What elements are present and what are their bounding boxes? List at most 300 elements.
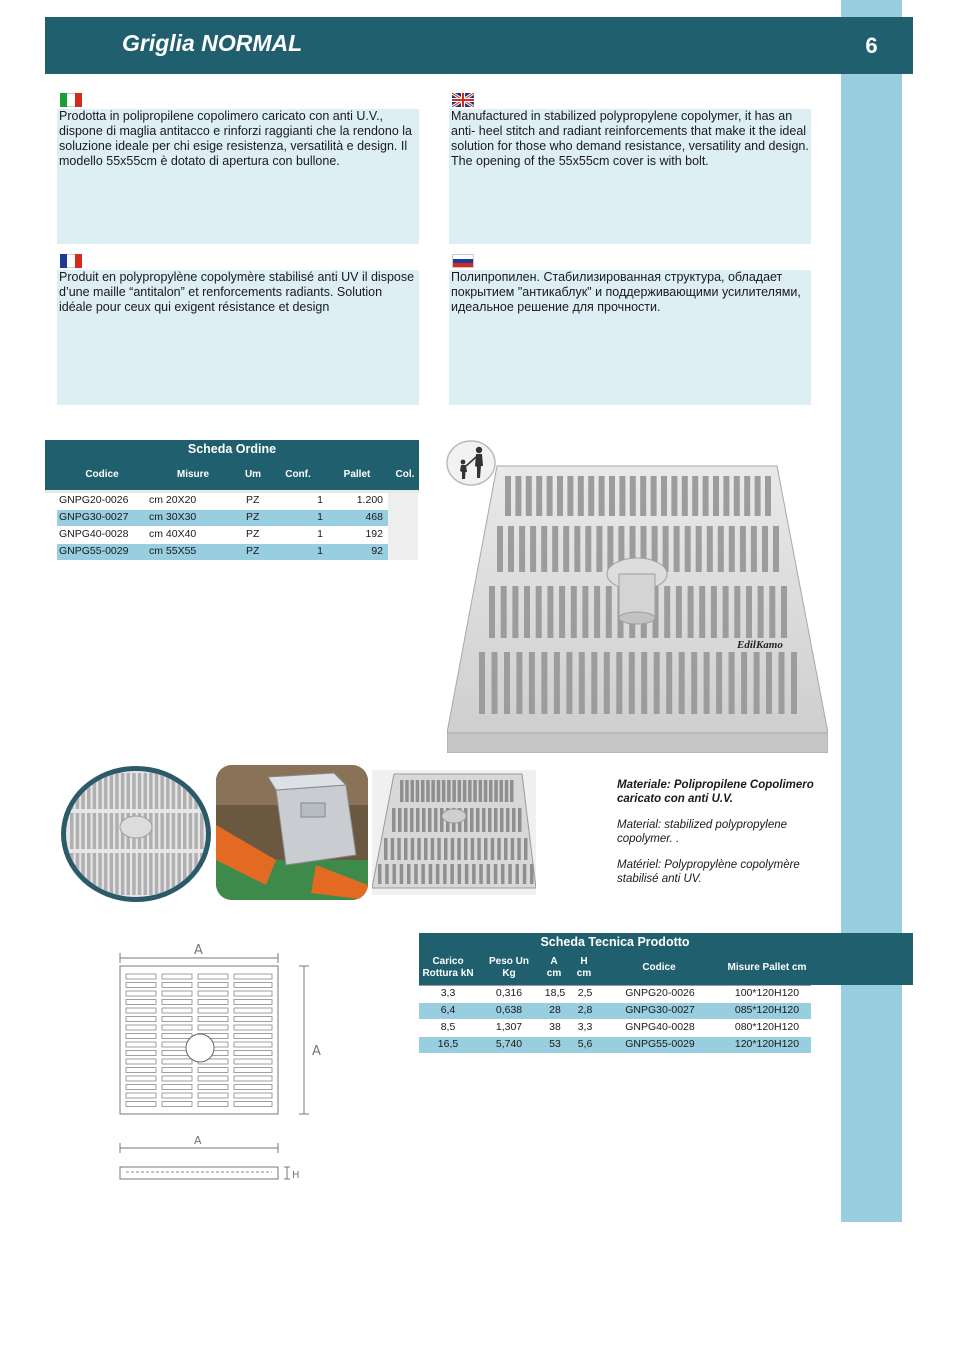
order-table-header (45, 440, 419, 490)
grid-slot (426, 780, 430, 802)
grid-slot (716, 652, 722, 714)
grid-slot (93, 813, 97, 849)
grid-slot (729, 652, 735, 714)
tech-col-misure-pallet: Misure Pallet cm (727, 962, 807, 973)
tech-col-peso: Peso Un Kg (488, 956, 529, 979)
grid-slot (489, 586, 495, 638)
drawing-slot (162, 974, 192, 979)
grid-slot (476, 808, 480, 832)
grid-slot (437, 838, 441, 860)
drawing-slot (198, 1068, 228, 1073)
drawing-slot (162, 1025, 192, 1030)
drawing-slot (162, 1034, 192, 1039)
order-table-title: Scheda Ordine (187, 442, 277, 456)
tech-cell-h: 5,6 (577, 1038, 593, 1050)
grid-slot (536, 586, 542, 638)
grid-slot (588, 476, 594, 516)
grid-slot (640, 476, 646, 516)
grid-slot (506, 808, 510, 832)
grid-slot (429, 864, 433, 884)
grid-slot (115, 813, 119, 849)
round-grid-image (60, 765, 212, 903)
drawing-label-bottom: A (194, 1134, 202, 1147)
grid-slot (424, 838, 428, 860)
drawing-slot (198, 1093, 228, 1098)
tech-cell-codice: GNPG30-0027 (625, 1004, 695, 1016)
grid-slot (510, 780, 514, 802)
drawing-slot (126, 1008, 156, 1013)
drawing-slot (126, 1025, 156, 1030)
grid-slot (758, 586, 764, 638)
grid-slot (127, 853, 131, 895)
grid-slot (484, 838, 488, 860)
table-row (57, 510, 388, 526)
grid-slot (718, 526, 724, 572)
grid-slot (194, 773, 198, 809)
grid-slot (734, 476, 740, 516)
grid-slot (599, 476, 605, 516)
grid-slot (685, 526, 691, 572)
grid-slot (437, 780, 441, 802)
drawing-slot (162, 1008, 192, 1013)
drawing-label-top: A (194, 943, 203, 958)
drawing-slot (234, 1017, 272, 1022)
grid-slot (443, 864, 447, 884)
grid-slot (691, 652, 697, 714)
order-col-um: Um (244, 469, 262, 480)
product-logo: EdilKamo (737, 639, 783, 651)
grid-slot (421, 864, 425, 884)
order-cell-um: PZ (246, 545, 260, 557)
grid-slot (630, 476, 636, 516)
order-cell-conf: 1 (317, 528, 323, 540)
flag-uk-icon (452, 93, 474, 107)
grid-slot (87, 813, 91, 849)
grid-slot (121, 853, 125, 895)
grid-slot (740, 526, 746, 572)
small-grid-photo (372, 770, 536, 895)
order-cell-conf: 1 (317, 494, 323, 506)
grid-slot (505, 780, 509, 802)
grid-slot (450, 864, 454, 884)
drawing-slot (126, 1034, 156, 1039)
grid-slot (404, 808, 408, 832)
grid-slot (541, 526, 547, 572)
drawing-slot (126, 1042, 156, 1047)
drawing-slot (162, 983, 192, 988)
tech-cell-h: 2,8 (577, 1004, 593, 1016)
grid-slot (472, 864, 476, 884)
grid-slot (183, 813, 187, 849)
tech-cell-peso: 5,740 (495, 1038, 523, 1050)
drawing-slot (234, 1051, 272, 1056)
grid-slot (397, 838, 401, 860)
drawing-slot (198, 1025, 228, 1030)
grid-slot (444, 838, 448, 860)
tech-cell-pallet: 100*120H120 (734, 987, 800, 999)
grid-slot (451, 838, 455, 860)
grid-slot (773, 526, 779, 572)
drawing-slot (198, 1017, 228, 1022)
grid-slot (504, 652, 510, 714)
order-col-conf: Conf. (285, 469, 311, 480)
drawing-slot (198, 991, 228, 996)
tech-cell-a: 18,5 (544, 987, 566, 999)
description-en: Manufactured in stabilized polypropylene copolymer, it has an anti- heel stitch and radiant reinforcements that make it the ideal solution for those who demand resistance, versatility and design. The opening of the 55x55cm cover is with bolt. (451, 109, 809, 168)
order-col-misure: Misure (176, 469, 210, 480)
order-cell-codice: GNPG20-0026 (59, 494, 129, 506)
grid-slot (579, 652, 585, 714)
tech-table-title: Scheda Tecnica Prodotto (540, 935, 690, 949)
grid-slot (526, 476, 532, 516)
grid-slot (87, 853, 91, 895)
grid-slot (501, 864, 505, 884)
side-bar (841, 0, 902, 1222)
grid-slot (518, 808, 522, 832)
grid-slot (651, 476, 657, 516)
drawing-slot (126, 1076, 156, 1081)
grid-slot (81, 813, 85, 849)
grid-slot (431, 838, 435, 860)
page-title: Griglia NORMAL (122, 30, 303, 56)
grid-slot (713, 476, 719, 516)
grid-slot (729, 526, 735, 572)
grid-slot (398, 808, 402, 832)
drawing-slot (198, 1000, 228, 1005)
drawing-slot (198, 1102, 228, 1107)
grid-slot (585, 526, 591, 572)
order-col-col: Col. (395, 469, 415, 480)
tech-cell-a: 38 (549, 1021, 561, 1033)
grid-slot (500, 780, 504, 802)
grid-slot (508, 864, 512, 884)
flag-russia-icon (452, 254, 474, 268)
grid-slot (442, 780, 446, 802)
tech-cell-codice: GNPG40-0028 (625, 1021, 695, 1033)
grid-slot (494, 808, 498, 832)
grid-slot (416, 808, 420, 832)
grid-slot (791, 652, 797, 714)
grid-slot (385, 864, 389, 884)
grid-slot (582, 586, 588, 638)
grid-slot (663, 526, 669, 572)
flag-france-icon (60, 254, 82, 268)
tech-cell-codice: GNPG55-0029 (625, 1038, 695, 1050)
grid-slot (769, 586, 775, 638)
grid-slot (436, 864, 440, 884)
grid-slot (405, 780, 409, 802)
grid-slot (765, 476, 771, 516)
description-it: Prodotta in polipropilene copolimero caricato con anti U.V., dispone di maglia antitacco e rinforzi raggianti che la rendono la soluzione ideale per chi esige resistenza, versatilità e design. Il modello 55x55cm è dotato di apertura con bullone. (59, 109, 412, 168)
grid-slot (484, 780, 488, 802)
tech-table-header (419, 933, 913, 985)
grid-slot (676, 586, 682, 638)
grid-slot (512, 808, 516, 832)
grid-slot (172, 813, 176, 849)
grid-slot (149, 773, 153, 809)
grid-slot (671, 476, 677, 516)
grid-slot (781, 586, 787, 638)
grid-slot (470, 808, 474, 832)
description-fr: Produit en polypropylène copolymère stabilisé anti UV il dispose d’une maille “antitalon” et renforcements radiants. Solution idéale pour ceux qui exigent résistance et design (59, 270, 415, 314)
description-box-en (449, 109, 811, 244)
order-cell-misure: cm 20X20 (149, 494, 197, 506)
tech-cell-pallet: 085*120H120 (734, 1004, 800, 1016)
grid-slot (734, 586, 740, 638)
grid-slot (411, 838, 415, 860)
grid-slot (177, 813, 181, 849)
grid-slot (744, 476, 750, 516)
grid-slot (654, 652, 660, 714)
grid-slot (604, 652, 610, 714)
grid-slot (766, 652, 772, 714)
grid-slot (457, 838, 461, 860)
grid-slot (194, 813, 198, 849)
grid-slot (166, 853, 170, 895)
grid-slot (629, 652, 635, 714)
grid-slot (464, 838, 468, 860)
description-box-fr (57, 270, 419, 405)
technical-drawing (112, 938, 332, 1188)
grid-slot (754, 652, 760, 714)
drawing-slot (162, 1068, 192, 1073)
drawing-slot (162, 1102, 192, 1107)
drawing-slot (126, 1068, 156, 1073)
page-number: 6 (865, 33, 878, 58)
tech-cell-h: 2,5 (577, 987, 593, 999)
drawing-slot (234, 991, 272, 996)
grid-slot (155, 853, 159, 895)
tech-cell-peso: 0,316 (495, 987, 523, 999)
grid-slot (411, 780, 415, 802)
drawing-slot (234, 1042, 272, 1047)
grid-slot (110, 853, 114, 895)
grid-slot (682, 476, 688, 516)
drawing-slot (126, 1085, 156, 1090)
grid-slot (414, 864, 418, 884)
tech-cell-a: 53 (549, 1038, 561, 1050)
grid-slot (121, 773, 125, 809)
grid-slot (594, 586, 600, 638)
grid-slot (434, 808, 438, 832)
grid-slot (696, 526, 702, 572)
tech-cell-carico: 3,3 (440, 987, 456, 999)
grid-slot (578, 476, 584, 516)
grid-slot (779, 652, 785, 714)
grid-slot (132, 773, 136, 809)
grid-slot (422, 808, 426, 832)
drawing-slot (162, 1017, 192, 1022)
grid-slot (104, 813, 108, 849)
grid-slot (711, 586, 717, 638)
grid-slot (699, 586, 705, 638)
drawing-slot (126, 1102, 156, 1107)
tech-cell-carico: 16,5 (437, 1038, 459, 1050)
grid-slot (400, 780, 404, 802)
grid-slot (530, 864, 534, 884)
description-box-it (57, 109, 419, 244)
grid-slot (666, 652, 672, 714)
description-box-ru (449, 270, 811, 405)
order-col-color-column (388, 493, 418, 560)
drawing-slot (198, 983, 228, 988)
grid-slot (674, 526, 680, 572)
grid-slot (104, 773, 108, 809)
drawing-slot (234, 1076, 272, 1081)
grid-slot (762, 526, 768, 572)
drawing-slot (198, 1076, 228, 1081)
tech-col-a: A cm (546, 956, 562, 979)
table-row (419, 1020, 811, 1036)
grid-slot (530, 526, 536, 572)
order-col-codice: Codice (85, 469, 119, 480)
grid-slot (704, 652, 710, 714)
grid-slot (491, 838, 495, 860)
grid-slot (529, 652, 535, 714)
grid-slot (473, 780, 477, 802)
grid-slot (488, 808, 492, 832)
grid-slot (404, 838, 408, 860)
grid-slot (606, 586, 612, 638)
grid-slot (447, 780, 451, 802)
grid-slot (516, 652, 522, 714)
grid-slot (183, 773, 187, 809)
grid-slot (132, 853, 136, 895)
table-row (419, 986, 811, 1002)
grid-slot (511, 838, 515, 860)
grid-slot (519, 526, 525, 572)
grid-slot (463, 780, 467, 802)
grid-slot (541, 652, 547, 714)
drawing-slot (234, 1059, 272, 1064)
grid-slot (512, 586, 518, 638)
grid-slot (393, 864, 397, 884)
drawing-slot (234, 983, 272, 988)
order-cell-conf: 1 (317, 545, 323, 557)
grid-slot (679, 652, 685, 714)
grid-slot (494, 780, 498, 802)
grid-slot (144, 773, 148, 809)
grid-slot (471, 838, 475, 860)
grid-slot (479, 780, 483, 802)
grid-slot (200, 813, 204, 849)
drawing-slot (234, 1102, 272, 1107)
grid-slot (492, 652, 498, 714)
grid-slot (160, 773, 164, 809)
material-it: Materiale: Polipropilene Copolimero caricato con anti U.V. (617, 779, 814, 805)
tech-cell-h: 3,3 (577, 1021, 593, 1033)
drawing-slot (234, 1085, 272, 1090)
grid-slot (524, 586, 530, 638)
grid-slot (664, 586, 670, 638)
grid-slot (417, 838, 421, 860)
grid-slot (70, 813, 74, 849)
grid-slot (98, 813, 102, 849)
tech-cell-pallet: 120*120H120 (734, 1038, 800, 1050)
grid-slot (536, 476, 542, 516)
table-row (57, 527, 388, 543)
grid-slot (407, 864, 411, 884)
drawing-slot (234, 1000, 272, 1005)
grid-slot (104, 853, 108, 895)
drawing-slot (162, 1076, 192, 1081)
order-cell-pallet: 1.200 (356, 494, 383, 506)
drawing-slot (162, 1085, 192, 1090)
grid-slot (160, 813, 164, 849)
drawing-label-side: A (312, 1044, 321, 1059)
order-cell-pallet: 468 (365, 511, 383, 523)
tech-col-codice: Codice (642, 962, 676, 973)
grid-slot (559, 586, 565, 638)
table-row (57, 493, 388, 509)
order-cell-um: PZ (246, 511, 260, 523)
grid-slot (547, 586, 553, 638)
grid-slot (482, 808, 486, 832)
drawing-slot (234, 974, 272, 979)
grid-slot (547, 476, 553, 516)
drawing-slot (162, 1059, 192, 1064)
order-cell-misure: cm 40X40 (149, 528, 197, 540)
grid-slot (144, 853, 148, 895)
grid-slot (416, 780, 420, 802)
grid-slot (571, 586, 577, 638)
tech-cell-a: 28 (549, 1004, 561, 1016)
drawing-slot (234, 1093, 272, 1098)
grid-slot (723, 476, 729, 516)
grid-slot (692, 476, 698, 516)
grid-slot (755, 476, 761, 516)
grid-slot (110, 813, 114, 849)
grid-slot (479, 652, 485, 714)
grid-slot (392, 808, 396, 832)
drawing-slot (126, 974, 156, 979)
grid-slot (746, 586, 752, 638)
grid-slot (160, 853, 164, 895)
grid-slot (723, 586, 729, 638)
drawing-slot (234, 1008, 272, 1013)
grid-slot (505, 476, 511, 516)
tech-col-carico: Carico Rottura kN (422, 956, 474, 979)
order-cell-um: PZ (246, 494, 260, 506)
grid-slot (477, 838, 481, 860)
grid-slot (465, 864, 469, 884)
grid-slot (552, 526, 558, 572)
grid-slot (384, 838, 388, 860)
grid-slot (391, 838, 395, 860)
grid-slot (166, 813, 170, 849)
grid-slot (452, 780, 456, 802)
order-cell-conf: 1 (317, 511, 323, 523)
table-row (419, 1037, 811, 1053)
grid-slot (563, 526, 569, 572)
grid-slot (574, 526, 580, 572)
drawing-slot (126, 1093, 156, 1098)
grid-slot (458, 864, 462, 884)
drawing-slot (126, 1059, 156, 1064)
grid-slot (554, 652, 560, 714)
order-cell-codice: GNPG55-0029 (59, 545, 129, 557)
order-cell-misure: cm 30X30 (149, 511, 197, 523)
order-cell-codice: GNPG40-0028 (59, 528, 129, 540)
grid-slot (115, 853, 119, 895)
grid-slot (567, 476, 573, 516)
grid-slot (641, 652, 647, 714)
grid-slot (138, 773, 142, 809)
product-main-image (447, 462, 828, 753)
drawing-slot (162, 1000, 192, 1005)
drawing-slot (126, 983, 156, 988)
drawing-slot (126, 1017, 156, 1022)
